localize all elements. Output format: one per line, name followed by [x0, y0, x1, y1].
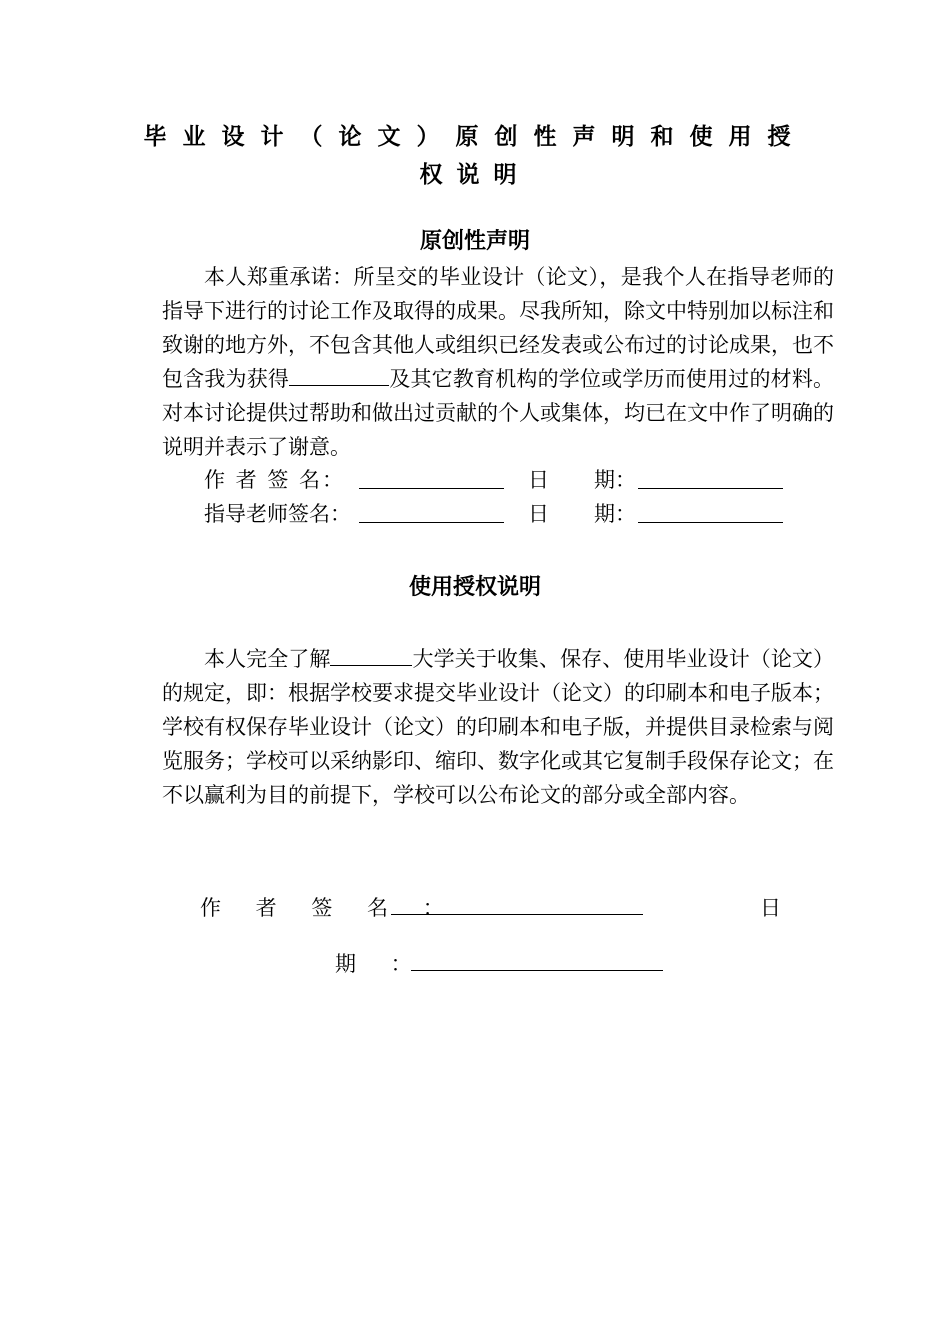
document-title-line-1: 毕业设计（论文）原创性声明和使用授	[143, 124, 807, 150]
author-signature-row	[204, 464, 804, 494]
authorization-date-label-char1: 日	[760, 896, 781, 920]
authorization-author-signature-field[interactable]	[391, 890, 643, 915]
authorization-text-part2: 大学关于收集、保存、使用毕业设计（论文）的规定，即：根据学校要求提交毕业设计（论文）的印刷本和电子版本；学校有权保存毕业设计（论文）的印刷本和电子版，并提供目录检索与阅览服务；学校可以采纳影印、缩印、数字化或其它复制手段保存论文；在不以赢利为目的前提下，学校可以公布论文的部分或全部内容。	[162, 647, 835, 807]
advisor-signature-field[interactable]	[359, 498, 504, 523]
advisor-date-field[interactable]	[638, 498, 783, 523]
originality-text-part1: 本人郑重承诺：所呈交的毕业设计（论文），是我个人在指导老师的指导下进行的讨论工作及取得的成果。尽我所知，除文中特别加以标注和致谢的地方外，不包含其他人或组织已经发表或公布过的讨论成果，也不包含我为获得	[162, 265, 834, 391]
author-signature-label: 作 者 签 名：	[204, 468, 346, 492]
authorization-date-label-char2: 期 ：	[335, 952, 426, 976]
date-label-char2: 期：	[594, 468, 636, 492]
degree-blank-field[interactable]	[289, 363, 389, 386]
university-blank-field[interactable]	[330, 643, 412, 666]
document-title-line-2: 权说明	[419, 162, 531, 188]
authorization-paragraph	[162, 642, 834, 812]
date-label-char1: 日	[528, 468, 549, 492]
author-signature-field[interactable]	[359, 464, 504, 489]
authorization-heading: 使用授权说明	[408, 575, 541, 600]
advisor-date-label-char2: 期：	[594, 502, 636, 526]
authorization-date-field[interactable]	[411, 946, 663, 971]
authorization-text-part1: 本人完全了解	[204, 647, 331, 671]
advisor-date-label-char1: 日	[528, 502, 549, 526]
author-date-field[interactable]	[638, 464, 783, 489]
authorization-author-label: 作 者 签 名 ：	[200, 896, 458, 920]
advisor-signature-row	[204, 498, 804, 528]
advisor-signature-label: 指导老师签名：	[204, 502, 351, 526]
originality-text-part2: 及其它教育机构的学位或学历而使用过的材料。对本讨论提供过帮助和做出过贡献的个人或集体，均已在文中作了明确的说明并表示了谢意。	[162, 367, 835, 459]
originality-paragraph	[162, 260, 834, 464]
originality-heading: 原创性声明	[419, 229, 530, 254]
